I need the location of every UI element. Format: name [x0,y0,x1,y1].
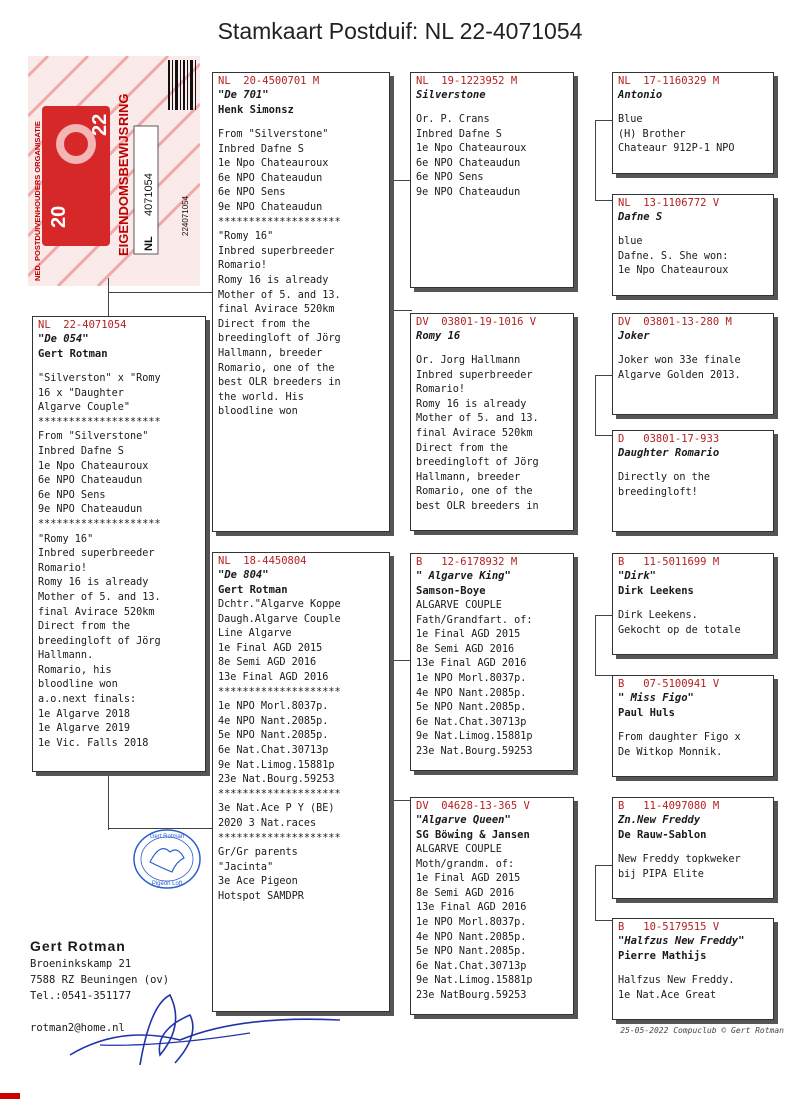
pigeon-notes: Or. Jorg Hallmann Inbred superbreeder Romario! Romy 16 is already Mother of 5. and 13. final Avirace 520km Direct from the breedingloft of Jörg Hallmann, breeder Romario, one of the best OLR breeders in [416,355,539,512]
pigeon-name: Daughter Romario [618,447,720,459]
pedigree-card-mmf [612,797,774,899]
signature [60,985,350,1075]
connector-line [390,800,412,801]
ring-number-header: B 10-5179515 V [618,921,720,933]
breeder-name: De Rauw-Sablon [618,829,707,841]
owner-phone: Tel.:0541-351177 [30,990,132,1002]
ring-number-header: B 11-4097080 M [618,800,720,812]
pigeon-notes: blue Dafne. S. She won: 1e Npo Chateauroux [618,236,729,277]
ring-number-header: B 07-5100941 V [618,678,720,690]
scan-mark [0,1093,20,1099]
pigeon-notes: Joker won 33e finale Algarve Golden 2013. [618,355,741,381]
pigeon-notes: ALGARVE COUPLE Moth/grandm. of: 1e Final AGD 2015 8e Semi AGD 2016 13e Final AGD 2016 1e NPO Morl.8037p. 4e NPO Nant.2085p. 5e NPO Nant.2085p. 6e Nat.Chat.30713p 9e Nat.Limog.15881p 23e NatBourg.59253 [416,844,533,1001]
pedigree-card-ffm [612,194,774,296]
connector-line [595,435,613,436]
pigeon-name: "De 804" [218,569,269,581]
connector-line [595,615,613,616]
ring-number-header: B 11-5011699 M [618,556,720,568]
connector-line [595,120,596,200]
pigeon-name: Silverstone [416,89,486,101]
footer-credit: 25-05-2022 Compuclub © Gert Rotman [620,1026,784,1035]
ring-number: 4071054 [143,173,155,216]
pigeon-notes: Or. P. Crans Inbred Dafne S 1e Npo Chateauroux 6e NPO Chateaudun 6e NPO Sens 9e NPO Chateaudun [416,114,527,198]
connector-line [595,865,613,866]
connector-line [390,660,391,800]
pigeon-name: "De 701" [218,89,269,101]
pigeon-notes: Dchtr."Algarve Koppe Daugh.Algarve Couple Line Algarve 1e Final AGD 2015 8e Semi AGD 2016 13e Final AGD 2016 ******************** 1e NPO Morl.8037p. 4e NPO Nant.2085p. 5e NPO Nant.2085p. 6e Nat.Chat.30713p 9e Nat.Limog.15881p 23e Nat.Bourg.59253 ******************** 3e Nat.Ace P Y (BE) 2020 3 Nat.races ******************** Gr/Gr parents "Jacinta" 3e Ace Pigeon Hotspot SAMDPR [218,599,341,902]
pigeon-name: Dafne S [618,211,663,223]
connector-line [595,200,613,201]
pigeon-name: " Algarve King" [416,570,511,582]
ring-number-header: NL 19-1223952 M [416,75,518,87]
pedigree-card-mother [212,552,390,1012]
connector-line [108,774,109,830]
pigeon-name: Romy 16 [416,330,461,342]
breeder-name: Dirk Leekens [618,585,694,597]
ring-number-header: B 12-6178932 M [416,556,518,568]
ring-label-text: RING [116,93,131,126]
stamp-top-text: Gert Rotman [149,834,185,840]
breeder-name: Pierre Mathijs [618,950,707,962]
pigeon-name: " Miss Figo" [618,692,694,704]
pigeon-name: Joker [618,330,650,342]
pigeon-notes: From "Silverstone" Inbred Dafne S 1e Npo Chateauroux 6e NPO Chateaudun 6e NPO Sens 9e NPO Chateaudun ******************** "Romy 16" Inbred superbreeder Romario! Romy 16 is already Mother of 5. and 13. final Avirace 520km Direct from the breedingloft of Jörg Hallmann, breeder Romario, one of the best OLR breeders in the world. His bloodline won [218,129,341,418]
connector-line [595,120,613,121]
connector-line [390,180,391,310]
pedigree-card-fmm [612,430,774,532]
ring-number-header: DV 04628-13-365 V [416,800,530,812]
pedigree-card-fmf [612,313,774,415]
pedigree-card-father [212,72,390,532]
connector-line [108,292,213,293]
breeder-name: Gert Rotman [38,348,108,360]
ring-number-header: D 03801-17-933 [618,433,720,445]
pigeon-notes: Halfzus New Freddy. 1e Nat.Ace Great [618,975,735,1001]
pedigree-card-mmm [612,918,774,1020]
ring-number-header: NL 18-4450804 [218,555,307,567]
connector-line [595,615,596,675]
ring-org-text: NED. POSTDUIVENHOUDERS ORGANISATIE [33,121,42,281]
pedigree-card-mother-mother [410,797,574,1015]
pigeon-name: Zn.New Freddy [618,814,701,826]
connector-line [595,920,613,921]
ring-barcode-text: 224071054 [181,195,190,236]
pigeon-notes: Blue (H) Brother Chateaur 912P-1 NPO [618,114,735,155]
ring-title-text: EIGENDOMSBEWIJS [116,126,131,256]
connector-line [595,865,596,920]
connector-line [108,278,109,318]
pigeon-notes: ALGARVE COUPLE Fath/Grandfart. of: 1e Final AGD 2015 8e Semi AGD 2016 13e Final AGD 2016 1e NPO Morl.8037p. 4e NPO Nant.2085p. 5e NPO Nant.2085p. 6e Nat.Chat.30713p 9e Nat.Limog.15881p 23e Nat.Bourg.59253 [416,600,533,757]
breeder-name: Henk Simonsz [218,104,294,116]
stamp-bottom-text: Pigeon Loft [151,881,183,887]
breeder-name: SG Böwing & Jansen [416,829,530,841]
ring-certificate [28,56,200,286]
connector-line [390,310,412,311]
pedigree-card-fff [612,72,774,174]
owner-city: 7588 RZ Beuningen (ov) [30,974,170,986]
pedigree-card-father-father [410,72,574,288]
pigeon-notes: "Silverston" x "Romy 16 x "Daughter Algarve Couple" ******************** From "Silverstone" Inbred Dafne S 1e Npo Chateauroux 6e NPO Chateaudun 6e NPO Sens 9e NPO Chateaudun ******************** "Romy 16" Inbred superbreeder Romario! Romy 16 is already Mother of 5. and 13. final Avirace 520km Direct from the breedingloft of Jörg Hallmann. Romario, his bloodline won a.o.next finals: 1e Algarve 2018 1e Algarve 2019 1e Vic. Falls 2018 [38,373,161,749]
ring-year-left: 20 [48,205,70,228]
breeder-name: Gert Rotman [218,584,288,596]
owner-street: Broeninkskamp 21 [30,958,132,970]
connector-line [390,180,412,181]
owner-name: Gert Rotman [30,938,126,954]
pigeon-name: "Halfzus New Freddy" [618,935,745,947]
loft-stamp [132,828,202,890]
pedigree-card-mother-father [410,553,574,771]
ring-number-header: NL 13-1106772 V [618,197,720,209]
connector-line [595,675,613,676]
pigeon-notes: From daughter Figo x De Witkop Monnik. [618,732,741,758]
pigeon-name: "Algarve Queen" [416,814,511,826]
pigeon-notes: New Freddy topkweker bij PIPA Elite [618,854,741,880]
connector-line [595,375,613,376]
ring-number-header: NL 22-4071054 [38,319,127,331]
ring-number-header: NL 20-4500701 M [218,75,320,87]
ring-number-header: DV 03801-19-1016 V [416,316,537,328]
ring-country: NL [143,236,155,251]
pedigree-card-main [32,316,206,772]
pigeon-name: "De 054" [38,333,89,345]
connector-line [390,660,412,661]
breeder-name: Samson-Boye [416,585,486,597]
ring-number-header: NL 17-1160329 M [618,75,720,87]
pedigree-card-mfm [612,675,774,777]
pigeon-name: "Dirk" [618,570,656,582]
page-title: Stamkaart Postduif: NL 22-4071054 [217,18,583,44]
ring-year-right: 22 [89,113,111,136]
owner-email: rotman2@home.nl [30,1022,125,1034]
ring-number-header: DV 03801-13-280 M [618,316,732,328]
breeder-name: Paul Huls [618,707,675,719]
connector-line [595,375,596,435]
pigeon-name: Antonio [618,89,663,101]
pedigree-card-father-mother [410,313,574,531]
pedigree-card-mff [612,553,774,655]
pigeon-notes: Dirk Leekens. Gekocht op de totale [618,610,741,636]
pigeon-notes: Directly on the breedingloft! [618,472,711,498]
